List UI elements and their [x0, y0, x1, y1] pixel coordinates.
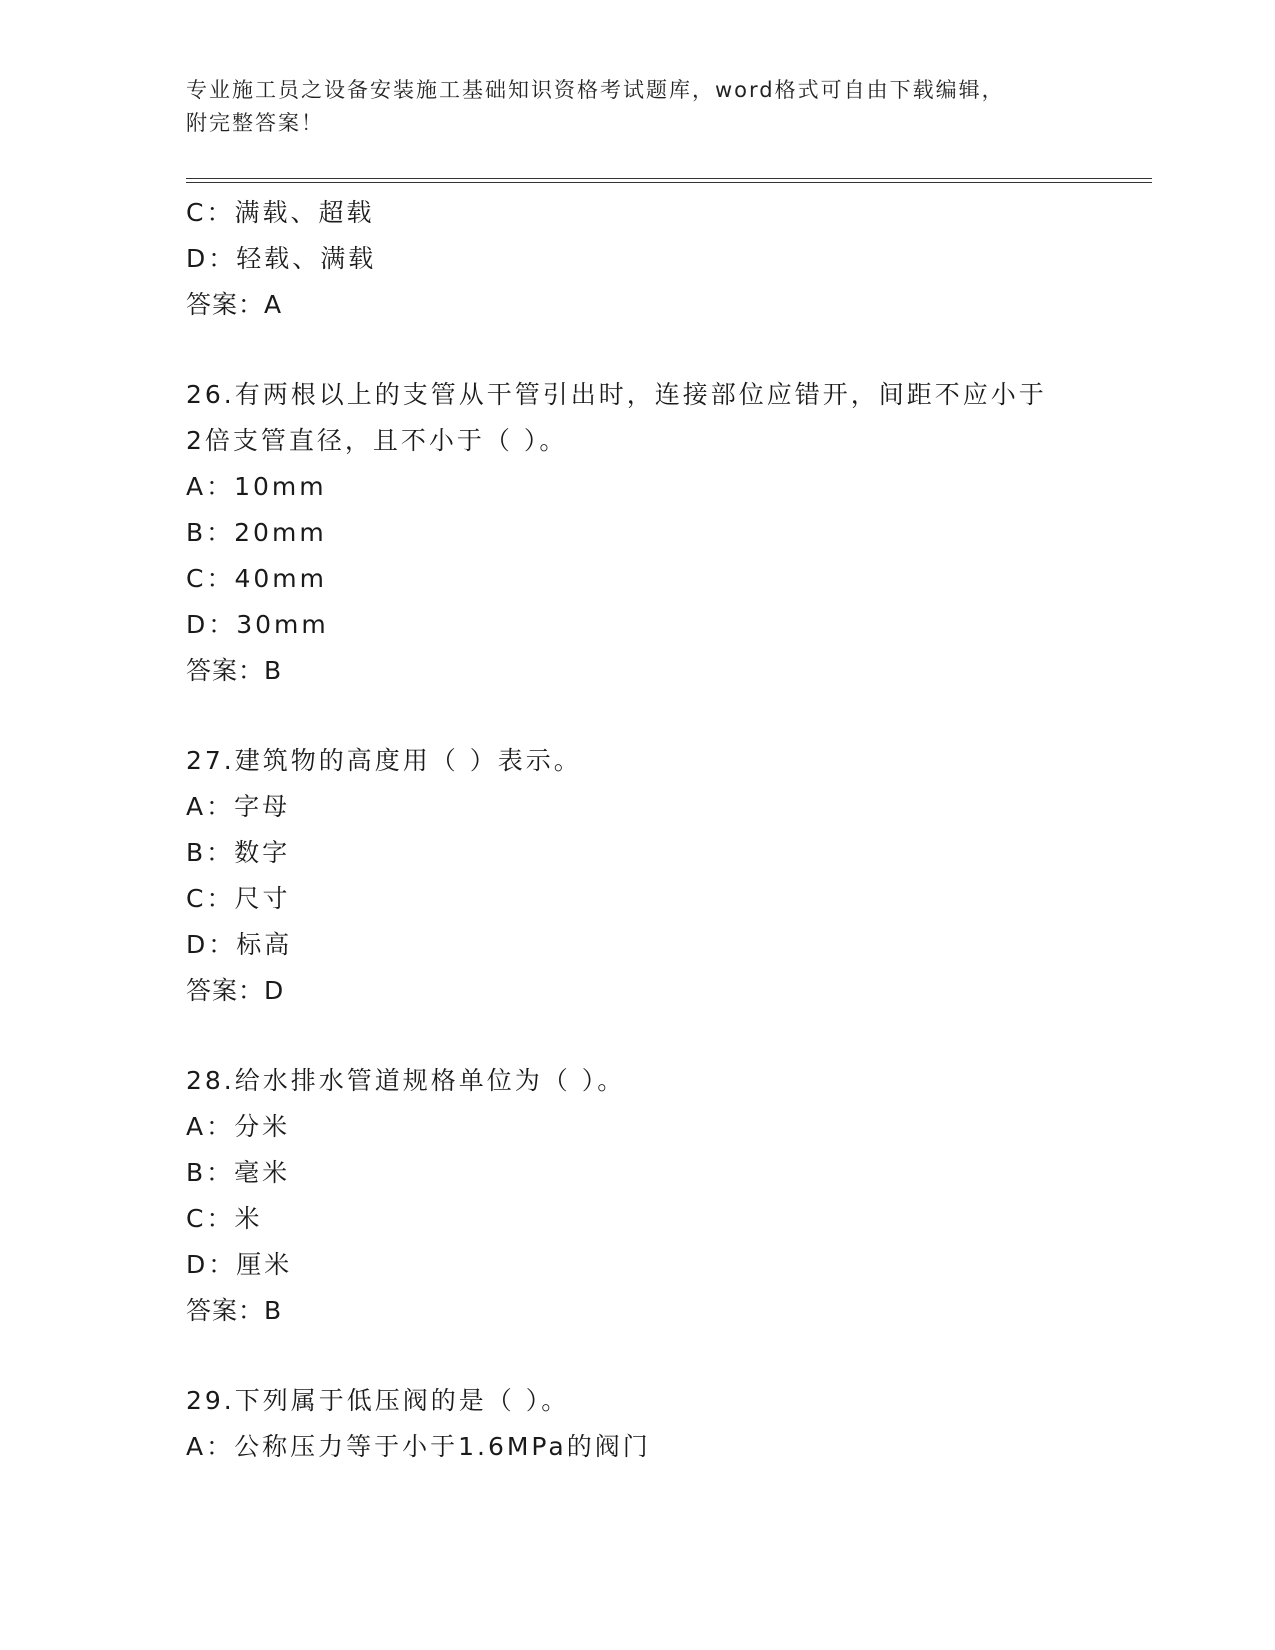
option-d: D：标高: [186, 930, 293, 959]
option-d: D：厘米: [186, 1250, 293, 1279]
question-stem: 27.建筑物的高度用（ ）表示。: [186, 746, 582, 775]
answer-label: 答案：B: [186, 656, 283, 685]
question-content: [186, 190, 1152, 1470]
question-29: [186, 1378, 1152, 1470]
question-28: [186, 1058, 1152, 1334]
option-b: B：20mm: [186, 518, 327, 547]
question-stem-continued: 2倍支管直径，且不小于（ ）。: [186, 426, 568, 455]
header-divider: [186, 178, 1152, 183]
option-c: C：40mm: [186, 564, 327, 593]
option-c: C：尺寸: [186, 884, 291, 913]
question-stem: 28.给水排水管道规格单位为（ ）。: [186, 1066, 626, 1095]
answer-label: 答案：A: [186, 290, 283, 319]
option-a: A：10mm: [186, 472, 327, 501]
option-c: C：满载、超载: [186, 198, 375, 227]
option-a: A：公称压力等于小于1.6MPa的阀门: [186, 1432, 651, 1461]
option-b: B：毫米: [186, 1158, 291, 1187]
answer-label: 答案：D: [186, 976, 285, 1005]
option-b: B：数字: [186, 838, 291, 867]
previous-question-tail: [186, 190, 1152, 328]
answer-label: 答案：B: [186, 1296, 283, 1325]
question-stem: 29.下列属于低压阀的是（ ）。: [186, 1386, 570, 1415]
question-stem: 26.有两根以上的支管从干管引出时，连接部位应错开，间距不应小于: [186, 380, 1047, 409]
header-line-1: 专业施工员之设备安装施工基础知识资格考试题库，word格式可自由下载编辑，: [186, 78, 1005, 102]
page-header: [186, 74, 1066, 140]
question-26: [186, 372, 1152, 694]
option-d: D：30mm: [186, 610, 329, 639]
question-27: [186, 738, 1152, 1014]
option-a: A：字母: [186, 792, 291, 821]
header-line-2: 附完整答案！: [186, 111, 324, 135]
option-a: A：分米: [186, 1112, 291, 1141]
option-d: D：轻载、满载: [186, 244, 377, 273]
option-c: C：米: [186, 1204, 263, 1233]
